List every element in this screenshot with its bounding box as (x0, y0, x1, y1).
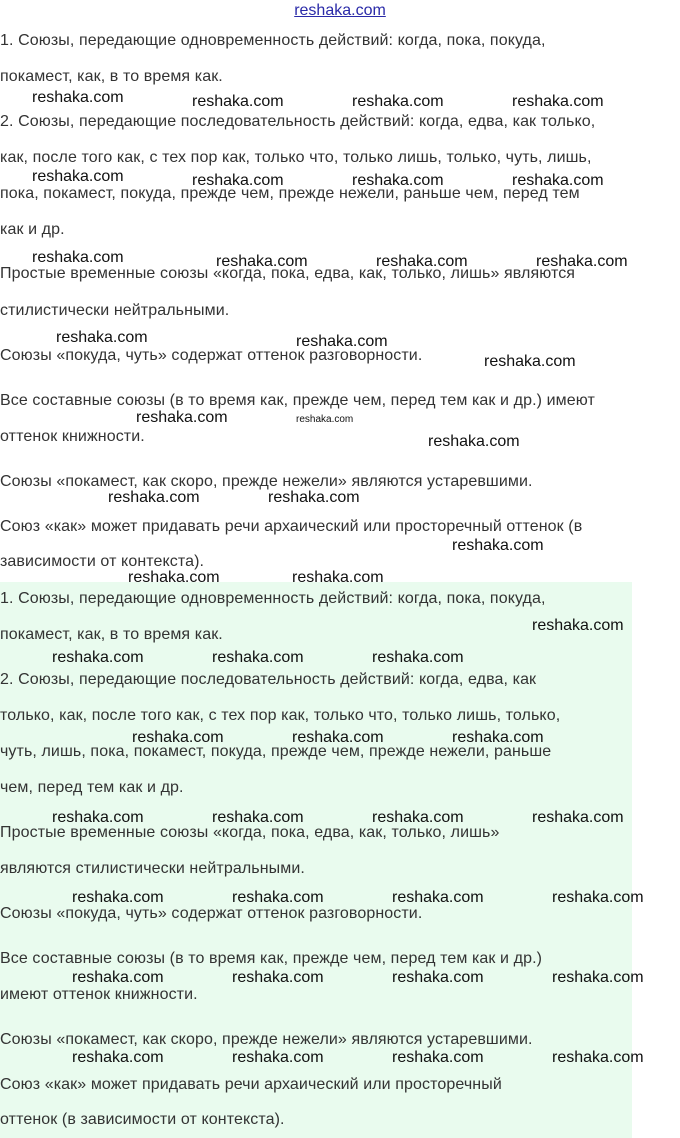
watermark: reshaka.com (212, 809, 304, 826)
watermark: reshaka.com (296, 333, 388, 350)
text-line: Простые временные союзы «когда, пока, едва, как, только, лишь» являются (0, 265, 576, 282)
answer-line: Все составные союзы (в то время как, прежде чем, перед тем как и др.) (0, 950, 543, 967)
answer-line: чем, перед тем как и др. (0, 779, 184, 796)
watermark: reshaka.com (128, 569, 220, 586)
watermark: reshaka.com (484, 353, 576, 370)
watermark: reshaka.com (536, 253, 628, 270)
text-line: как и др. (0, 221, 65, 238)
watermark: reshaka.com (72, 1049, 164, 1066)
watermark: reshaka.com (52, 649, 144, 666)
watermark: reshaka.com (296, 414, 354, 425)
watermark: reshaka.com (532, 809, 624, 826)
watermark: reshaka.com (72, 889, 164, 906)
watermark: reshaka.com (372, 649, 464, 666)
answer-line: 2. Союзы, передающие последовательность действий: когда, едва, как (0, 671, 537, 688)
text-line: покамест, как, в то время как. (0, 68, 223, 85)
answer-line: Союз «как» может придавать речи архаический или просторечный (0, 1076, 502, 1093)
answer-line: оттенок (в зависимости от контекста). (0, 1111, 285, 1128)
watermark: reshaka.com (452, 537, 544, 554)
answer-line: Простые временные союзы «когда, пока, едва, как, только, лишь» (0, 824, 500, 841)
watermark: reshaka.com (512, 93, 604, 110)
text-line: как, после того как, с тех пор как, только что, только лишь, только, чуть, лишь, (0, 149, 592, 166)
watermark: reshaka.com (452, 729, 544, 746)
watermark: reshaka.com (136, 409, 228, 426)
watermark: reshaka.com (216, 253, 308, 270)
site-title-link[interactable]: reshaka.com (294, 2, 386, 19)
watermark: reshaka.com (552, 969, 644, 986)
text-line: стилистически нейтральными. (0, 302, 230, 319)
answer-line: чуть, лишь, пока, покамест, покуда, прежде чем, прежде нежели, раньше (0, 743, 552, 760)
watermark: reshaka.com (56, 329, 148, 346)
watermark: reshaka.com (192, 172, 284, 189)
answer-line: имеют оттенок книжности. (0, 986, 198, 1003)
answer-line: 1. Союзы, передающие одновременность действий: когда, пока, покуда, (0, 590, 546, 607)
answer-line: покамест, как, в то время как. (0, 626, 223, 643)
watermark: reshaka.com (428, 433, 520, 450)
watermark: reshaka.com (392, 1049, 484, 1066)
watermark: reshaka.com (552, 1049, 644, 1066)
watermark: reshaka.com (512, 172, 604, 189)
watermark: reshaka.com (392, 969, 484, 986)
watermark: reshaka.com (212, 649, 304, 666)
text-line: 1. Союзы, передающие одновременность действий: когда, пока, покуда, (0, 32, 546, 49)
watermark: reshaka.com (132, 729, 224, 746)
watermark: reshaka.com (192, 93, 284, 110)
watermark: reshaka.com (232, 889, 324, 906)
text-line: 2. Союзы, передающие последовательность действий: когда, едва, как только, (0, 113, 596, 130)
text-line: пока, покамест, покуда, прежде чем, прежде нежели, раньше чем, перед тем (0, 185, 580, 202)
answer-line: являются стилистически нейтральными. (0, 860, 305, 877)
text-line: оттенок книжности. (0, 428, 145, 445)
watermark: reshaka.com (392, 889, 484, 906)
watermark: reshaka.com (32, 168, 124, 185)
watermark: reshaka.com (32, 89, 124, 106)
text-line: Все составные союзы (в то время как, прежде чем, перед тем как и др.) имеют (0, 392, 595, 409)
text-line: Союзы «покамест, как скоро, прежде нежели» являются устаревшими. (0, 473, 533, 490)
answer-line: Союзы «покуда, чуть» содержат оттенок разговорности. (0, 905, 423, 922)
watermark: reshaka.com (352, 172, 444, 189)
watermark: reshaka.com (292, 569, 384, 586)
answer-line: только, как, после того как, с тех пор как, только что, только лишь, только, (0, 707, 561, 724)
watermark: reshaka.com (232, 969, 324, 986)
watermark: reshaka.com (32, 249, 124, 266)
answer-line: Союзы «покамест, как скоро, прежде нежели» являются устаревшими. (0, 1031, 533, 1048)
watermark: reshaka.com (232, 1049, 324, 1066)
watermark: reshaka.com (532, 617, 624, 634)
watermark: reshaka.com (268, 489, 360, 506)
text-line: зависимости от контекста). (0, 553, 205, 570)
text-line: Союзы «покуда, чуть» содержат оттенок разговорности. (0, 347, 423, 364)
watermark: reshaka.com (352, 93, 444, 110)
watermark: reshaka.com (72, 969, 164, 986)
text-line: Союз «как» может придавать речи архаический или просторечный оттенок (в (0, 518, 583, 535)
watermark: reshaka.com (52, 809, 144, 826)
watermark: reshaka.com (376, 253, 468, 270)
watermark: reshaka.com (372, 809, 464, 826)
watermark: reshaka.com (108, 489, 200, 506)
watermark: reshaka.com (292, 729, 384, 746)
watermark: reshaka.com (552, 889, 644, 906)
